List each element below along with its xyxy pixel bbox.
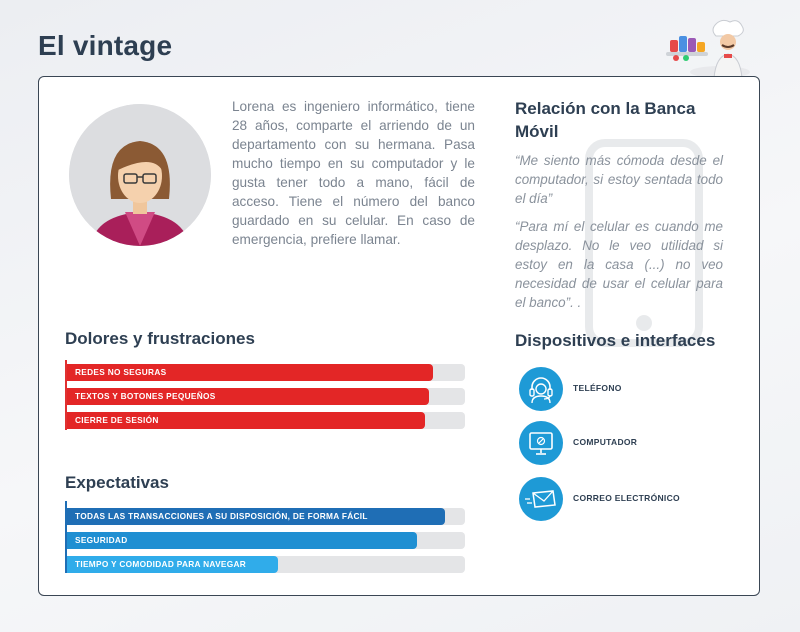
pains-bars [65, 360, 465, 430]
pain-bar-label: REDES NO SEGURAS [75, 367, 167, 377]
pain-bar-label: CIERRE DE SESIÓN [75, 415, 159, 425]
pain-bar-row [67, 388, 465, 405]
device-icon-circle [519, 477, 563, 521]
pain-bar-row [67, 412, 465, 429]
monitor-icon [519, 421, 563, 465]
envelope-icon [519, 477, 563, 521]
devices-title: Dispositivos e interfaces [515, 331, 716, 350]
device-label: CORREO ELECTRÓNICO [573, 493, 680, 503]
expectations-bars [65, 501, 465, 573]
headset-icon [519, 367, 563, 411]
woman-avatar-icon [69, 104, 211, 246]
device-label: COMPUTADOR [573, 437, 638, 447]
chef-mascot-illustration [660, 18, 750, 78]
expectation-bar-label: SEGURIDAD [75, 535, 128, 545]
pain-bar-row [67, 364, 465, 381]
persona-card [38, 76, 760, 596]
persona-bio: Lorena es ingeniero informático, tiene 28 años, comparte el arriendo de un departamento con su hermana. Pasa mucho tiempo en su computador y le gusta tener todo a mano, fácil de acceso. Tiene el número del banco guardado en su celular. En caso de emergencia, prefiere llamar. [232, 99, 475, 247]
quote-mobile: “Para mí el celular es cuando me desplazo. No le veo utilidad si estoy en la casa (...) no veo necesidad de usar el celular para el banco”. . [515, 219, 723, 310]
pain-bar-label: TEXTOS Y BOTONES PEQUEÑOS [75, 391, 216, 401]
expectation-bar-row [67, 532, 465, 549]
relation-title: Relación con la Banca Móvil [515, 99, 696, 141]
persona-avatar [69, 104, 211, 246]
device-icon-circle [519, 367, 563, 411]
device-label: TELÉFONO [573, 383, 622, 393]
expectation-bar-label: TIEMPO Y COMODIDAD PARA NAVEGAR [75, 559, 247, 569]
page-title: El vintage [38, 30, 173, 61]
expectations-title: Expectativas [65, 473, 169, 492]
device-icon-circle [519, 421, 563, 465]
expectation-bar-label: TODAS LAS TRANSACCIONES A SU DISPOSICIÓN, DE FORMA FÁCIL [75, 511, 368, 521]
quote-computer: “Me siento más cómoda desde el computador, si estoy sentada todo el día” [515, 153, 723, 206]
expectation-bar-row [67, 556, 465, 573]
expectation-bar-row [67, 508, 465, 525]
pains-title: Dolores y frustraciones [65, 329, 255, 348]
